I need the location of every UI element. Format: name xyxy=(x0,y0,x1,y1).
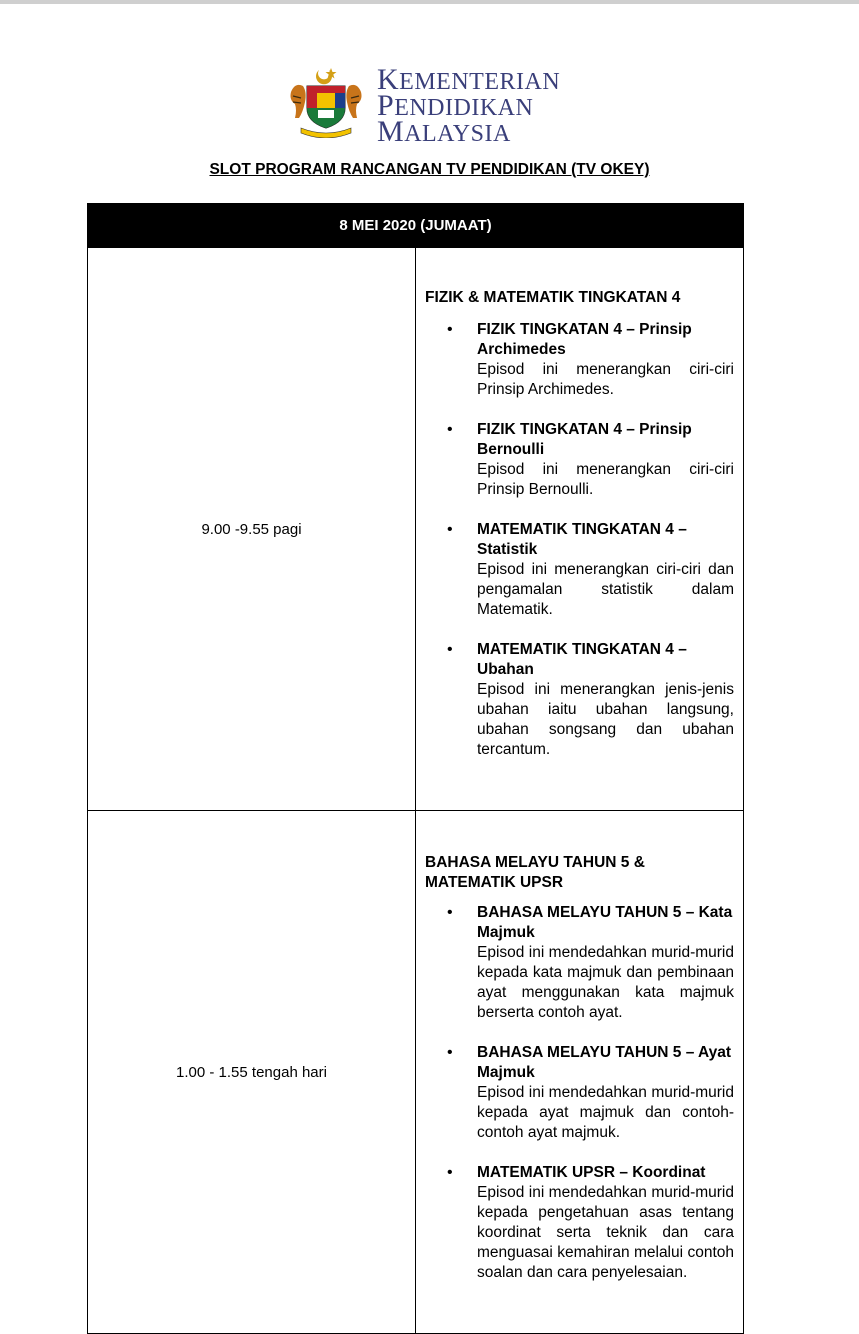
list-item xyxy=(425,640,734,760)
episode-description: Episod ini menerangkan ciri-ciri Prinsip Bernoulli. xyxy=(477,461,734,498)
ministry-wordmark-line-3: MALAYSIA xyxy=(377,115,511,148)
episode-title: • BAHASA MELAYU TAHUN 5 – Ayat Majmuk xyxy=(477,1044,732,1081)
episode-title: • MATEMATIK TINGKATAN 4 – Statistik xyxy=(477,521,687,558)
episode-title: • MATEMATIK TINGKATAN 4 – Ubahan xyxy=(477,641,687,678)
table-row xyxy=(88,248,744,811)
episode-description: Episod ini mendedahkan murid-murid kepada ayat majmuk dan contoh-contoh ayat majmuk. xyxy=(477,1084,734,1141)
schedule-table xyxy=(87,203,744,1334)
ministry-wordmark xyxy=(377,63,561,148)
list-item xyxy=(425,903,734,1023)
episode-description: Episod ini menerangkan ciri-ciri dan pengamalan statistik dalam Matematik. xyxy=(477,561,734,618)
list-item xyxy=(425,1043,734,1143)
ministry-wordmark-line-2: PENDIDIKAN xyxy=(377,89,534,122)
episode-description: Episod ini mendedahkan murid-murid kepada pengetahuan asas tentang koordinat serta teknik dan cara menguasai kemahiran melalui contoh soalan dan cara penyelesaian. xyxy=(477,1184,734,1281)
list-item xyxy=(425,1163,734,1283)
ministry-header xyxy=(285,63,585,148)
list-item xyxy=(425,420,734,500)
episode-title: • BAHASA MELAYU TAHUN 5 – Kata Majmuk xyxy=(477,904,733,941)
list-item xyxy=(425,320,734,400)
slot-programs xyxy=(416,811,744,1334)
malaysia-coat-of-arms-icon xyxy=(285,66,367,138)
slot-time: 1.00 - 1.55 tengah hari xyxy=(88,811,416,1334)
slot-programs xyxy=(416,248,744,811)
episode-list xyxy=(425,320,734,760)
schedule-date-header: 8 MEI 2020 (JUMAAT) xyxy=(88,204,744,248)
episode-title: • MATEMATIK UPSR – Koordinat xyxy=(477,1164,706,1181)
episode-list xyxy=(425,903,734,1283)
episode-title: • FIZIK TINGKATAN 4 – Prinsip Archimedes xyxy=(477,321,692,358)
program-heading: FIZIK & MATEMATIK TINGKATAN 4 xyxy=(425,289,681,306)
episode-description: Episod ini menerangkan jenis-jenis ubahan iaitu ubahan langsung, ubahan songsang dan ubahan tercantum. xyxy=(477,681,734,758)
episode-description: Episod ini mendedahkan murid-murid kepada kata majmuk dan pembinaan ayat menggunakan kata majmuk berserta contoh ayat. xyxy=(477,944,734,1021)
document-title: SLOT PROGRAM RANCANGAN TV PENDIDIKAN (TV OKEY) xyxy=(209,161,650,178)
ministry-wordmark-line-1: KEMENTERIAN xyxy=(377,63,561,96)
episode-title: • FIZIK TINGKATAN 4 – Prinsip Bernoulli xyxy=(477,421,692,458)
program-heading: BAHASA MELAYU TAHUN 5 & MATEMATIK UPSR xyxy=(425,854,645,891)
list-item xyxy=(425,520,734,620)
top-border xyxy=(0,0,859,4)
table-row xyxy=(88,811,744,1334)
slot-time: 9.00 -9.55 pagi xyxy=(88,248,416,811)
episode-description: Episod ini menerangkan ciri-ciri Prinsip Archimedes. xyxy=(477,361,734,398)
